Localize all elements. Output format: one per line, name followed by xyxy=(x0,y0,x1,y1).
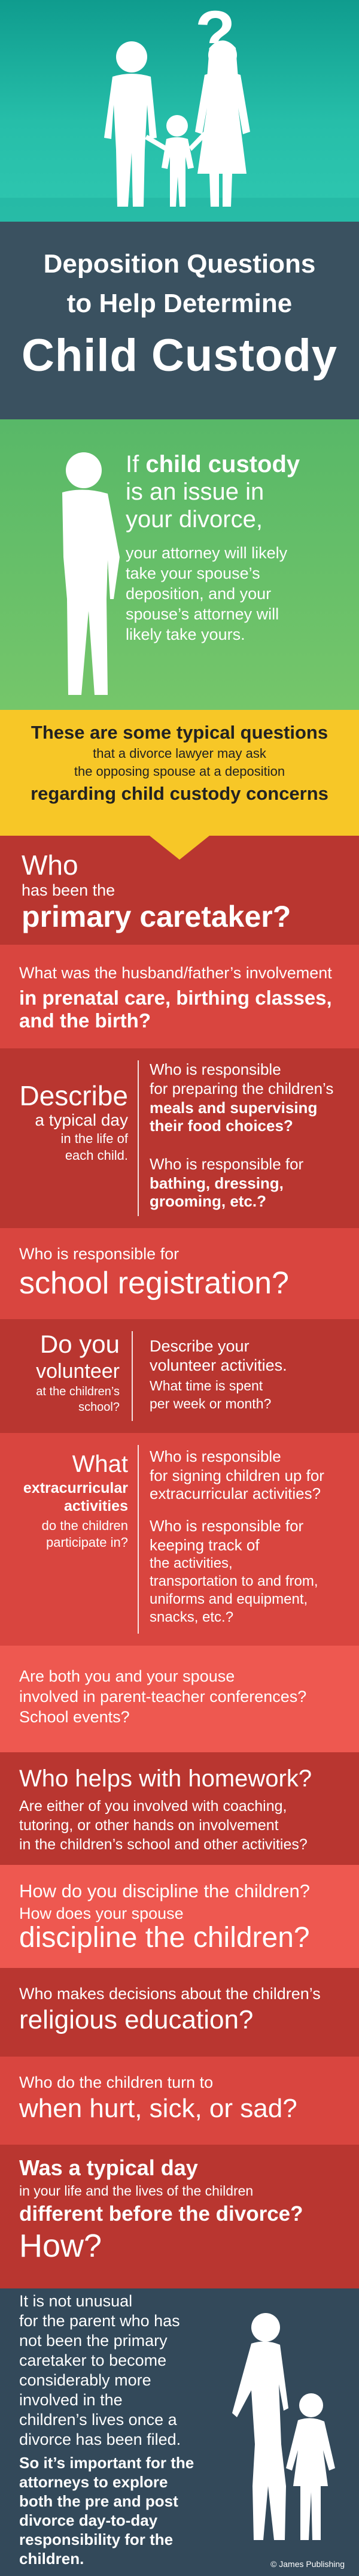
q1-big: primary caretaker? xyxy=(22,900,291,933)
intro-rest-2: take your spouse’s xyxy=(126,564,260,582)
q11-big: when hurt, sick, or sad? xyxy=(19,2094,297,2123)
q12-small-1: in your life and the lives of the children xyxy=(19,2183,254,2199)
q11-lead: Who do the children turn to xyxy=(19,2073,214,2091)
typical-line-2: that a divorce lawyer may ask xyxy=(93,746,266,761)
intro-section xyxy=(0,419,359,710)
question-religious-education xyxy=(0,1968,359,2057)
question-extracurricular xyxy=(0,1433,359,1646)
q6-left-1: What xyxy=(72,1451,128,1477)
question-before-divorce xyxy=(0,2145,359,2288)
q6-left-5: participate in? xyxy=(46,1535,128,1550)
q5-left-4: school? xyxy=(78,1401,120,1414)
q3-r1d: their food choices? xyxy=(150,1117,293,1135)
footer-p1-line: It is not unusual xyxy=(19,2292,133,2310)
q6-left-4: do the children xyxy=(41,1518,128,1533)
question-typical-day xyxy=(0,1048,359,1228)
q7-l2: involved in parent-teacher conferences? xyxy=(19,1688,307,1706)
question-homework xyxy=(0,1752,359,1865)
q9-l1: How do you discipline the children? xyxy=(19,1880,310,1901)
q12-big-2: different before the divorce? xyxy=(19,2202,303,2226)
intro-line-1a: If xyxy=(126,451,146,477)
q6-left-3: activities xyxy=(63,1498,128,1514)
q6-r1b: for signing children up for xyxy=(150,1467,324,1484)
q8-big: Who helps with homework? xyxy=(19,1765,312,1792)
divider xyxy=(138,1445,139,1634)
q3-r1c: meals and supervising xyxy=(150,1099,318,1117)
q7-l1: Are both you and your spouse xyxy=(19,1667,235,1685)
q3-left-2: a typical day xyxy=(35,1111,128,1129)
question-mark-icon: ? xyxy=(195,0,236,71)
question-school-registration xyxy=(0,1228,359,1319)
footer-p2-line: attorneys to explore xyxy=(19,2473,168,2491)
q3-r2a: Who is responsible for xyxy=(150,1155,304,1173)
footer-p1-line: caretaker to become xyxy=(19,2351,167,2369)
q3-r2c: grooming, etc.? xyxy=(150,1192,266,1210)
divider xyxy=(138,1060,139,1216)
footer-p2-line: children. xyxy=(19,2550,84,2568)
q5-left-1: Do you xyxy=(39,1330,120,1358)
q6-r2e: uniforms and equipment, xyxy=(150,1591,308,1607)
q3-left-3: in the life of xyxy=(60,1131,128,1146)
q6-r2b: keeping track of xyxy=(150,1536,260,1554)
typical-line-1: These are some typical questions xyxy=(31,722,328,743)
intro-line-1b: child custody xyxy=(145,451,300,477)
q8-l3: in the children’s school and other activities? xyxy=(19,1836,308,1853)
q4-lead: Who is responsible for xyxy=(19,1245,180,1263)
q3-r1b: for preparing the children’s xyxy=(150,1080,334,1097)
hero-section xyxy=(0,0,359,222)
q6-r2c: the activities, xyxy=(150,1555,233,1571)
q5-r2: volunteer activities. xyxy=(150,1356,287,1374)
divider xyxy=(132,1331,133,1421)
question-volunteer xyxy=(0,1319,359,1433)
title-section xyxy=(0,222,359,419)
title-line-1: Deposition Questions xyxy=(43,249,316,279)
q6-r2a: Who is responsible for xyxy=(150,1517,304,1535)
question-discipline xyxy=(0,1865,359,1968)
intro-rest-1: your attorney will likely xyxy=(126,544,288,562)
q3-left-1: Describe xyxy=(19,1080,128,1111)
q5-r4: per week or month? xyxy=(150,1396,272,1411)
typical-line-4: regarding child custody concerns xyxy=(31,783,328,804)
q4-big: school registration? xyxy=(19,1266,289,1301)
q6-r2f: snacks, etc.? xyxy=(150,1609,234,1625)
q12-big-1: Was a typical day xyxy=(19,2155,198,2180)
q9-l2: How does your spouse xyxy=(19,1904,184,1922)
typical-line-3: the opposing spouse at a deposition xyxy=(74,764,285,779)
intro-line-3: your divorce, xyxy=(126,506,263,533)
footer-p1-line: involved in the xyxy=(19,2391,123,2409)
q12-big-3: How? xyxy=(19,2228,102,2264)
footer-p1-line: children’s lives once a xyxy=(19,2411,177,2429)
q3-r2b: bathing, dressing, xyxy=(150,1174,284,1192)
intro-line-2: is an issue in xyxy=(126,479,264,505)
q3-left-4: each child. xyxy=(65,1148,128,1163)
question-comfort xyxy=(0,2057,359,2145)
intro-rest-3: deposition, and your xyxy=(126,585,272,603)
footer-p1-line: divorce has been filed. xyxy=(19,2430,181,2448)
footer-p2-line: divorce day-to-day xyxy=(19,2511,158,2529)
question-primary-caretaker xyxy=(0,836,359,945)
copyright: © James Publishing xyxy=(270,2559,345,2569)
q6-r1c: extracurricular activities? xyxy=(150,1484,321,1502)
footer-p2-line: So it’s important for the xyxy=(19,2454,194,2472)
question-prenatal-care xyxy=(0,945,359,1048)
q5-left-3: at the children’s xyxy=(36,1385,120,1398)
q5-r3: What time is spent xyxy=(150,1378,263,1393)
q8-l2: tutoring, or other hands on involvement xyxy=(19,1817,279,1834)
q9-big: discipline the children? xyxy=(19,1922,310,1954)
footer-p1-line: considerably more xyxy=(19,2371,151,2389)
footer-p1-line: for the parent who has xyxy=(19,2312,180,2330)
question-conferences xyxy=(0,1646,359,1752)
q7-l3: School events? xyxy=(19,1708,130,1726)
q5-left-2: volunteer xyxy=(36,1360,120,1383)
q2-big-1: in prenatal care, birthing classes, xyxy=(19,987,332,1009)
q1-who: Who xyxy=(22,849,78,881)
q6-r2d: transportation to and from, xyxy=(150,1573,318,1589)
typical-questions-banner xyxy=(0,710,359,836)
footer-p2-line: both the pre and post xyxy=(19,2492,178,2510)
intro-rest-5: likely take yours. xyxy=(126,625,245,643)
intro-rest-4: spouse’s attorney will xyxy=(126,605,279,623)
footer-p2-line: responsibility for the xyxy=(19,2530,174,2548)
q3-r1a: Who is responsible xyxy=(150,1060,281,1078)
q10-big: religious education? xyxy=(19,2005,254,2034)
q6-left-2: extracurricular xyxy=(23,1480,128,1496)
family-silhouette-icon xyxy=(0,0,359,222)
q8-l1: Are either of you involved with coaching, xyxy=(19,1798,287,1815)
title-line-2: to Help Determine xyxy=(66,289,293,318)
q6-r1a: Who is responsible xyxy=(150,1447,281,1465)
footer-section xyxy=(0,2288,359,2576)
q10-lead: Who makes decisions about the children’s xyxy=(19,1985,321,2003)
title-line-3: Child Custody xyxy=(21,330,338,381)
footer-p1-line: not been the primary xyxy=(19,2332,168,2350)
q5-r1: Describe your xyxy=(150,1337,250,1355)
q1-has: has been the xyxy=(22,881,115,899)
q2-big-2: and the birth? xyxy=(19,1009,151,1032)
q2-lead: What was the husband/father’s involvement xyxy=(19,964,332,982)
